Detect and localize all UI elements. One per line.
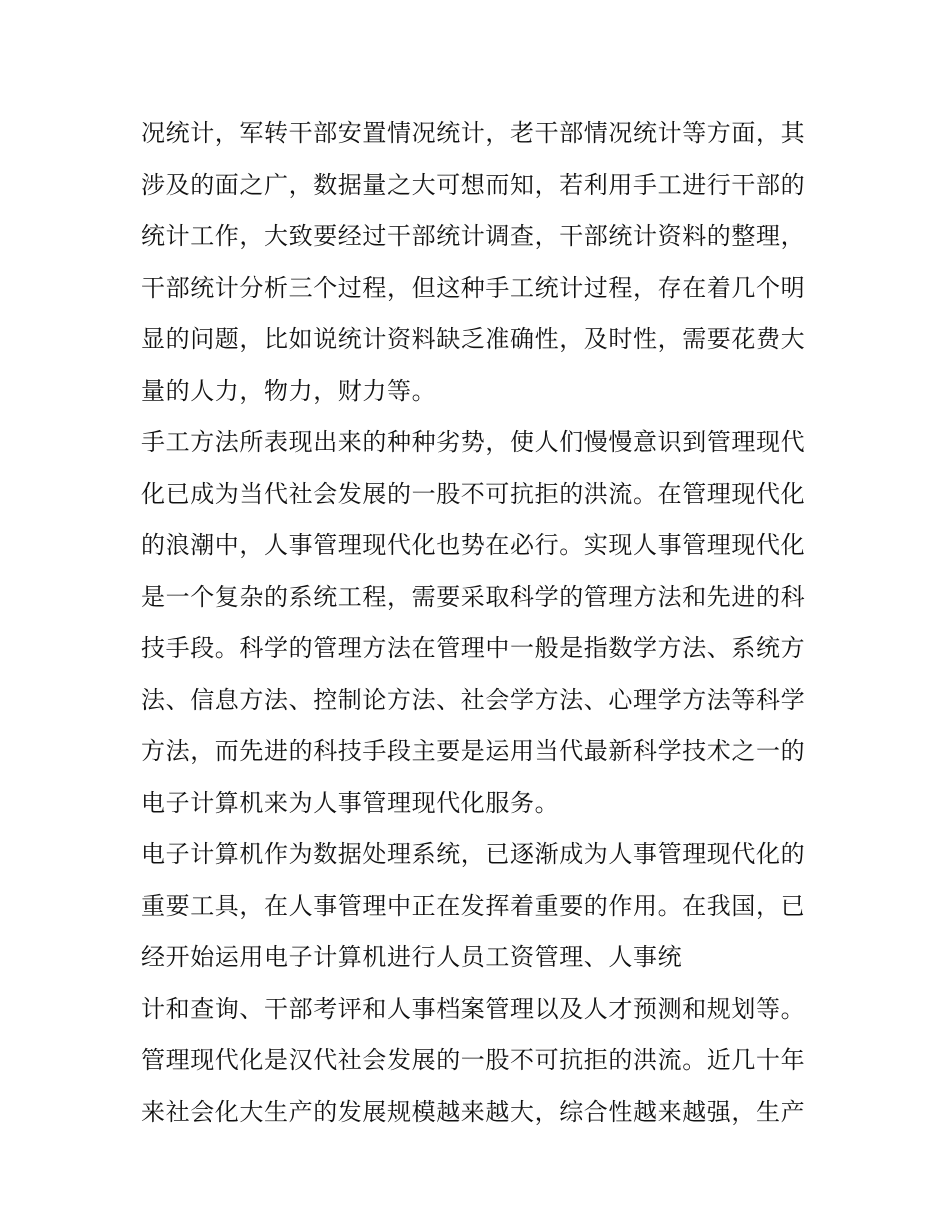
- text-line: 法、信息方法、控制论方法、社会学方法、心理学方法等科学: [141, 685, 806, 714]
- text-line: 计和查询、干部考评和人事档案管理以及人才预测和规划等。: [141, 994, 806, 1023]
- text-line: 涉及的面之广，数据量之大可想而知，若利用手工进行干部的: [141, 170, 806, 199]
- body-text: [141, 108, 821, 1138]
- text-line: 方法，而先进的科技手段主要是运用当代最新科学技术之一的: [141, 737, 806, 765]
- text-line: 电子计算机作为数据处理系统，已逐渐成为人事管理现代化的: [141, 840, 806, 868]
- text-line: 显的问题，比如说统计资料缺乏准确性，及时性，需要花费大: [141, 325, 806, 353]
- text-line: 是一个复杂的系统工程，需要采取科学的管理方法和先进的科: [141, 582, 806, 611]
- text-line: 况统计，军转干部安置情况统计，老干部情况统计等方面，其: [141, 119, 806, 147]
- text-line: 技手段。科学的管理方法在管理中一般是指数学方法、系统方: [141, 634, 806, 662]
- text-line: 的浪潮中，人事管理现代化也势在必行。实现人事管理现代化: [141, 531, 806, 559]
- text-line: 量的人力，物力，财力等。: [141, 376, 437, 405]
- text-line: 来社会化大生产的发展规模越来越大，综合性越来越强，生产: [141, 1097, 806, 1126]
- text-line: 手工方法所表现出来的种种劣势，使人们慢慢意识到管理现代: [141, 428, 806, 456]
- text-line: 化已成为当代社会发展的一股不可抗拒的洪流。在管理现代化: [141, 479, 806, 508]
- text-line: 统计工作，大致要经过干部统计调查，干部统计资料的整理，: [141, 222, 806, 250]
- text-line: 管理现代化是汉代社会发展的一股不可抗拒的洪流。近几十年: [141, 1046, 806, 1074]
- text-line: 重要工具，在人事管理中正在发挥着重要的作用。在我国，已: [141, 891, 806, 920]
- text-line: 电子计算机来为人事管理现代化服务。: [141, 788, 560, 817]
- text-line: 干部统计分析三个过程，但这种手工统计过程，存在着几个明: [141, 273, 806, 302]
- text-line: 经开始运用电子计算机进行人员工资管理、人事统: [141, 943, 683, 971]
